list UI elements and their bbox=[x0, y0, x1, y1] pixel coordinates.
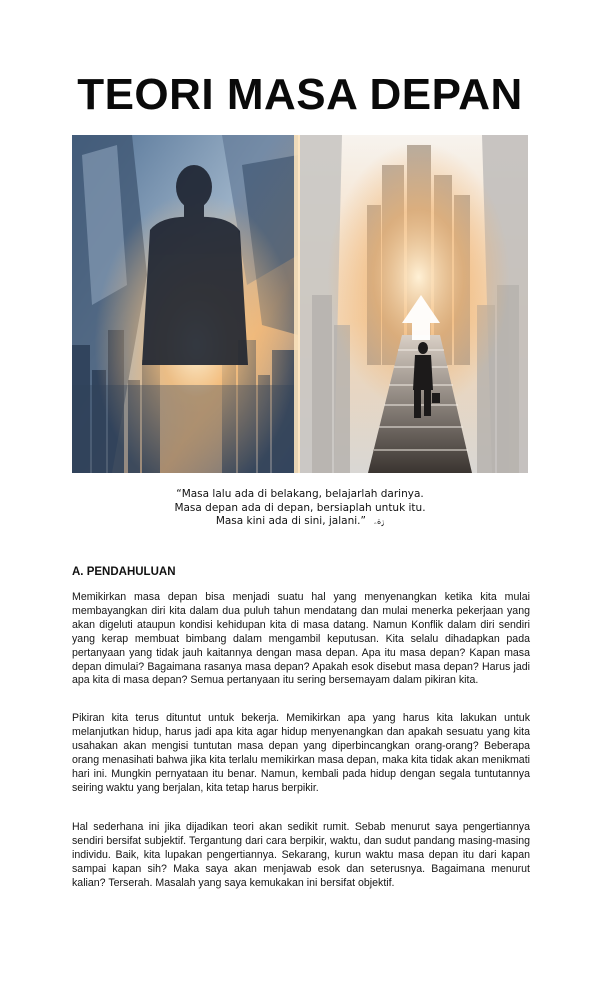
section-heading: A. PENDAHULUAN bbox=[72, 566, 176, 578]
paragraph-3: Hal sederhana ini jika dijadikan teori akan sedikit rumit. Sebab menurut saya pengertiannya sendiri bersifat subjektif. Tergantung dari cara berpikir, waktu, dan sudut pandang masing-masing individu. Baik, kita lupakan pengertiannya. Sekarang, kurun waktu masa depan itu dari kapan sampai kapan sih? Maka saya akan menjawab esok dan seterusnya. Bagaimana menurut kalian? Terserah. Masalah yang saya kemukakan ini bersifat objektif. bbox=[72, 821, 530, 889]
quote-line-1: “Masa lalu ada di belakang, belajarlah darinya. bbox=[176, 488, 424, 500]
paragraph-2: Pikiran kita terus dituntut untuk bekerja. Memikirkan apa yang harus kita lakukan untuk melanjutkan hidup, harus jadi apa kita agar hidup menyenangkan dan apakah sesuatu yang kita usahakan akan mengisi tuntutan masa depan yang diperbincangkan orang-orang? Beberapa orang menasihati bahwa jika kita terlalu memikirkan masa depan, maka kita tidak akan menikmati hari ini. Mungkin pernyataan itu benar. Namun, kembali pada hidup dengan segala tuntutannya seiring waktu yang berjalan, kita tetap harus berpikir. bbox=[72, 712, 530, 794]
quote-signature: ۯةۦ bbox=[373, 517, 385, 526]
quote-line-3: Masa kini ada di sini, jalani.” bbox=[215, 515, 366, 527]
hero-image bbox=[72, 135, 528, 473]
paragraph-1: Memikirkan masa depan bisa menjadi suatu hal yang menyenangkan ketika kita mulai membayangkan diri kita dalam dua puluh tahun mendatang dan mulai menerka pekerjaan yang akan digeluti ataupun kondisi kehidupan kita di masa datang. Namun Konflik dalam diri sendiri yang kerap membuat bimbang dalam mengambil keputusan. Kita selalu dihadapkan pada pertanyaan yang tidak jauh kaitannya dengan masa depan. Apa itu masa depan? Kapan masa depan dimulai? Bagaimana rasanya masa depan? Apakah esok disebut masa depan? Harus jadi apa kita di masa depan? Semua pertanyaan itu sering bersemayam dalam pikiran kita. bbox=[72, 591, 530, 687]
page-title: TEORI MASA DEPAN bbox=[77, 70, 523, 119]
quote-block bbox=[150, 488, 450, 529]
quote-line-2: Masa depan ada di depan, bersiaplah untuk itu. bbox=[174, 501, 426, 514]
quote-line-3-wrapper bbox=[150, 515, 450, 529]
hero-illustration bbox=[72, 135, 528, 473]
